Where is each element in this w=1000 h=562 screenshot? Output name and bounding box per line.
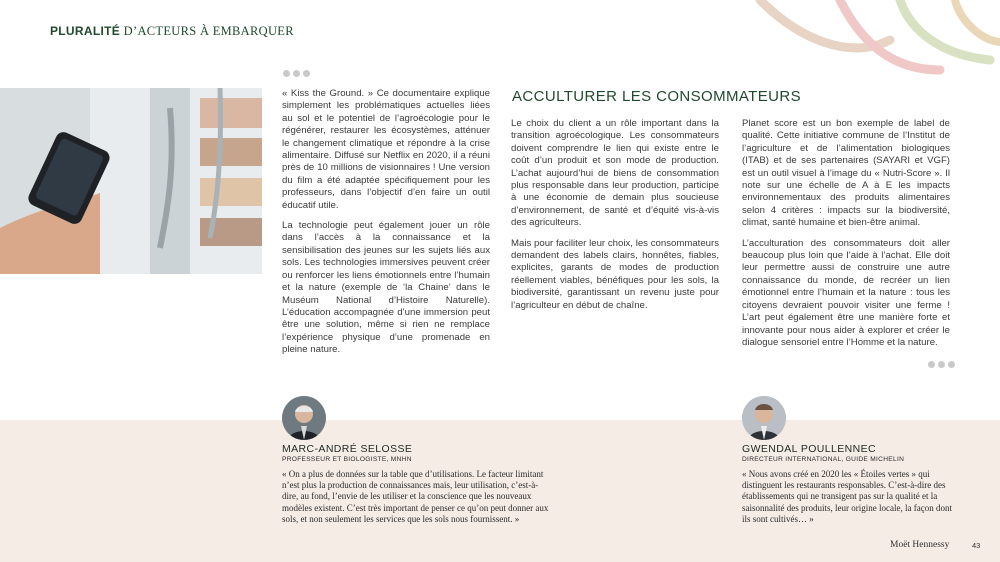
person-name: GWENDAL POULLENNEC [742,443,877,455]
right-paragraph: Planet score est un bon exemple de label de qualité. Cette initiative commune de l’Institut de l’agriculture et de l’alimentation biologiques (ITAB) et de ses partenaires (SAYARI et VGF) est un outil visuel à l’image du « Nutri-Score ». Il note sur une échelle de A à E les impacts environnementaux des produits alimentaires selon 4 critères : impacts sur la biodiversité, climat, santé humaine et bien-être animal. [742,118,950,229]
person-role: DIRECTEUR INTERNATIONAL, GUIDE MICHELIN [742,456,905,463]
page-header [50,24,294,39]
left-paragraph: La technologie peut également jouer un rôle dans l’accès à la connaissance et la sensibilisation des jeunes sur les sujets liés aux sols. Les technologies immersives peuvent créer ou renforcer les liens émotionnels entre l’humain et la nature (exemple de ‘la Chaine’ dans le Muséum National d’Histoire Naturelle). L’éducation accompagnée d’une immersion peut être une solution, même si rien ne remplace l’expérience physique d’une promenade en pleine nature. [282,220,490,356]
avatar [282,396,326,440]
person-quote: « On a plus de données sur la table que d’utilisations. Le facteur limitant n’est plus la production de connaissances mais, leur utilisation, c’est-à-dire, au fond, l’envie de les utiliser et la conscience que les nouveaux modèles existent. C’est très important de penser ce qu’on peut donner aux sols, et non seulement les services que les sols nous fournissent. » [282,469,549,524]
header-bold: PLURALITÉ [50,24,121,38]
moet-hennessy-logo: Moët Hennessy [890,540,950,550]
left-column [282,88,490,365]
right-column [742,118,950,357]
right-paragraph: L’acculturation des consommateurs doit aller beaucoup plus loin que l’aide à l’achat. Elle doit leur permettre aussi de construire une autre connaissance du monde, de recréer un lien émotionnel entre l’humain et la nature : tous les citoyens devraient pouvoir visiter une ferme ! L’art peut également être une manière forte et innovante pour nous aider à explorer et créer le dialogue sensoriel entre l’Homme et la nature. [742,237,950,348]
dots-bottom [928,361,955,368]
person-quote: « Nous avons créé en 2020 les « Étoiles vertes » qui distinguent les restaurants responsables. C’est-à-dire des établissements qui ne transigent pas sur la qualité et la saisonnalité des produits, leur origine locale, la façon dont ils sont cultivés… » [742,469,952,524]
left-paragraph: « Kiss the Ground. » Ce documentaire explique simplement les problématiques actuelles liées au sol et le potentiel de l’agroécologie pour le régénérer, restaurer les écosystèmes, atténuer le changement climatique et répondre à la crise alimentaire. Diffusé sur Netflix en 2020, il a réuni près de 10 millions de visionnaires ! Une version du film a été adaptée spécifiquement pour les professeurs, dans l’objectif d’en faire un outil éducatif utile. [282,88,490,211]
middle-paragraph: Le choix du client a un rôle important dans la transition agroécologique. Les consommateurs doivent comprendre le lien qui existe entre le coût d’un produit et son mode de production. L’achat aujourd’hui de biens de consommation plus responsable dans leur production, participe à une économie de demain plus soucieuse d’environnement, de santé et d’équité vis-à-vis des agriculteurs. [511,118,719,229]
middle-paragraph: Mais pour faciliter leur choix, les consommateurs demandent des labels clairs, honnêtes, fiables, explicites, garants de modes de production réellement viables, bénéfiques pour les sols, la biodiversité, garantissant un revenu juste pour l’agriculteur en début de chaîne. [511,237,719,311]
dots-top [283,70,310,77]
person-name: MARC-ANDRÉ SELOSSE [282,443,413,455]
page-number: 43 [972,541,981,550]
supermarket-photo [0,88,262,274]
header-rest: D’ACTEURS À EMBARQUER [123,24,294,38]
section-title: ACCULTURER LES CONSOMMATEURS [512,88,802,105]
avatar [742,396,786,440]
person-role: PROFESSEUR ET BIOLOGISTE, MNHN [282,456,412,463]
middle-column [511,118,719,320]
